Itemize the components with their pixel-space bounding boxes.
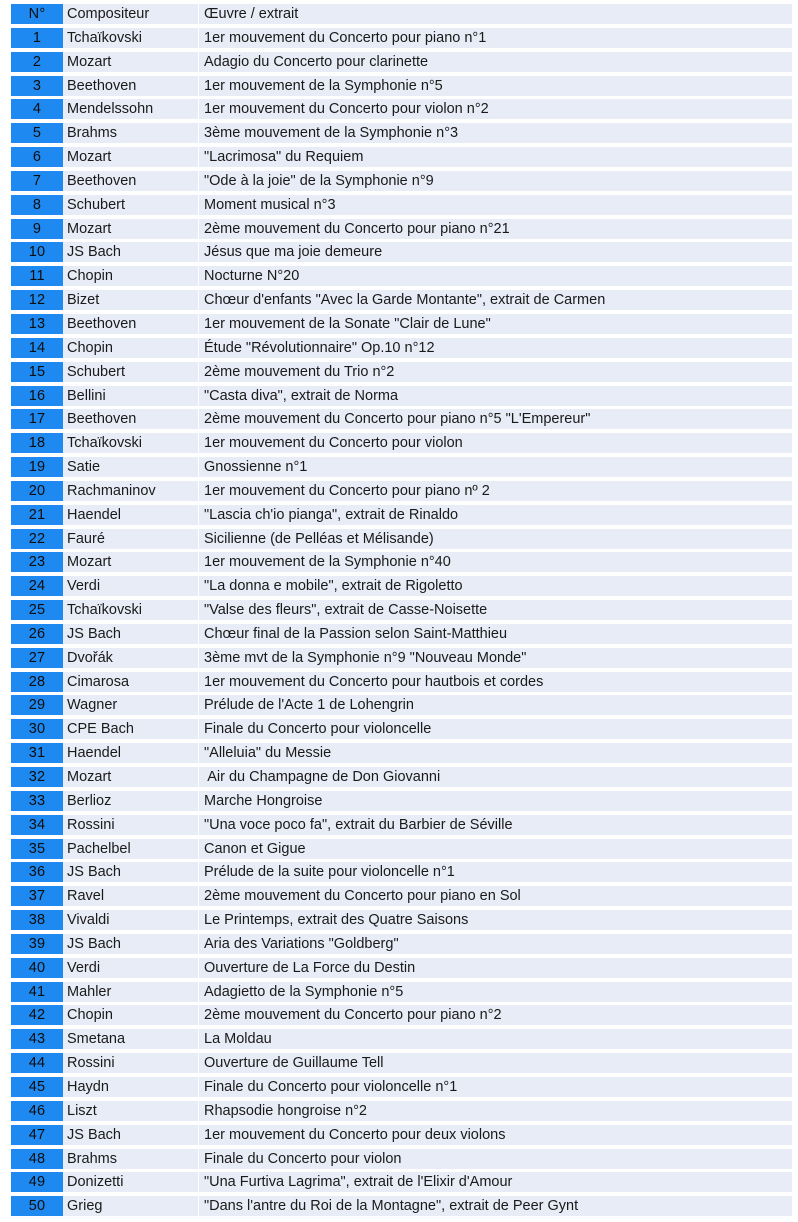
row-number-cell: 16 [11, 386, 63, 406]
composer-cell: Mozart [63, 147, 199, 167]
column-header-number: N° [11, 4, 63, 24]
composer-cell: CPE Bach [63, 719, 199, 739]
work-cell: Aria des Variations "Goldberg" [199, 934, 792, 954]
table-row[interactable] [0, 982, 798, 1006]
work-cell: 2ème mouvement du Trio n°2 [199, 362, 792, 382]
composer-cell: Brahms [63, 1149, 199, 1169]
table-row[interactable] [0, 1077, 798, 1101]
work-cell: Moment musical n°3 [199, 195, 792, 215]
composer-cell: Dvořák [63, 648, 199, 668]
row-number-cell: 7 [11, 171, 63, 191]
table-row[interactable] [0, 815, 798, 839]
column-header-work: Œuvre / extrait [199, 4, 792, 24]
row-number-cell: 39 [11, 934, 63, 954]
composer-cell: Mozart [63, 52, 199, 72]
composer-cell: JS Bach [63, 242, 199, 262]
composer-cell: Verdi [63, 576, 199, 596]
row-number-cell: 23 [11, 552, 63, 572]
composer-cell: Mozart [63, 219, 199, 239]
table-body [0, 28, 798, 1220]
table-row[interactable] [0, 624, 798, 648]
table-row[interactable] [0, 123, 798, 147]
composer-cell: JS Bach [63, 624, 199, 644]
work-cell: Prélude de l'Acte 1 de Lohengrin [199, 695, 792, 715]
table-row[interactable] [0, 76, 798, 100]
row-number-cell: 40 [11, 958, 63, 978]
work-cell: "La donna e mobile", extrait de Rigoletto [199, 576, 792, 596]
table-row[interactable] [0, 600, 798, 624]
table-row[interactable] [0, 719, 798, 743]
table-row[interactable] [0, 171, 798, 195]
table-row[interactable] [0, 862, 798, 886]
work-cell: Adagietto de la Symphonie n°5 [199, 982, 792, 1002]
table-row[interactable] [0, 99, 798, 123]
work-cell: Étude "Révolutionnaire" Op.10 n°12 [199, 338, 792, 358]
work-cell: 2ème mouvement du Concerto pour piano n°21 [199, 219, 792, 239]
row-number-cell: 13 [11, 314, 63, 334]
composer-cell: Liszt [63, 1101, 199, 1121]
work-cell: "Lacrimosa" du Requiem [199, 147, 792, 167]
composer-cell: Chopin [63, 1005, 199, 1025]
work-cell: 3ème mvt de la Symphonie n°9 "Nouveau Monde" [199, 648, 792, 668]
composer-cell: JS Bach [63, 862, 199, 882]
work-cell: Rhapsodie hongroise n°2 [199, 1101, 792, 1121]
table-row[interactable] [0, 242, 798, 266]
table-row[interactable] [0, 219, 798, 243]
work-cell: Canon et Gigue [199, 839, 792, 859]
table-row[interactable] [0, 28, 798, 52]
row-number-cell: 10 [11, 242, 63, 262]
work-cell: 1er mouvement du Concerto pour hautbois et cordes [199, 672, 792, 692]
row-number-cell: 17 [11, 409, 63, 429]
table-row[interactable] [0, 552, 798, 576]
row-number-cell: 30 [11, 719, 63, 739]
work-cell: Ouverture de La Force du Destin [199, 958, 792, 978]
table-row[interactable] [0, 1005, 798, 1029]
composer-cell: Pachelbel [63, 839, 199, 859]
row-number-cell: 47 [11, 1125, 63, 1145]
table-row[interactable] [0, 1101, 798, 1125]
composer-cell: Mozart [63, 767, 199, 787]
row-number-cell: 21 [11, 505, 63, 525]
work-cell: "Ode à la joie" de la Symphonie n°9 [199, 171, 792, 191]
composer-cell: Wagner [63, 695, 199, 715]
row-number-cell: 46 [11, 1101, 63, 1121]
row-number-cell: 45 [11, 1077, 63, 1097]
row-number-cell: 33 [11, 791, 63, 811]
row-number-cell: 37 [11, 886, 63, 906]
composer-cell: Donizetti [63, 1172, 199, 1192]
row-number-cell: 25 [11, 600, 63, 620]
work-cell: Le Printemps, extrait des Quatre Saisons [199, 910, 792, 930]
work-cell: 3ème mouvement de la Symphonie n°3 [199, 123, 792, 143]
composer-cell: Beethoven [63, 171, 199, 191]
work-cell: 1er mouvement de la Sonate "Clair de Lune" [199, 314, 792, 334]
row-number-cell: 34 [11, 815, 63, 835]
composer-cell: Haendel [63, 505, 199, 525]
row-number-cell: 50 [11, 1196, 63, 1216]
row-number-cell: 41 [11, 982, 63, 1002]
table-row[interactable] [0, 767, 798, 791]
composer-cell: Bellini [63, 386, 199, 406]
composer-cell: Chopin [63, 338, 199, 358]
composer-cell: Beethoven [63, 409, 199, 429]
composer-cell: Chopin [63, 266, 199, 286]
work-cell: "Una voce poco fa", extrait du Barbier de Séville [199, 815, 792, 835]
row-number-cell: 1 [11, 28, 63, 48]
work-cell: "Lascia ch'io pianga", extrait de Rinaldo [199, 505, 792, 525]
table-row[interactable] [0, 791, 798, 815]
row-number-cell: 35 [11, 839, 63, 859]
work-cell: 1er mouvement du Concerto pour piano n°1 [199, 28, 792, 48]
composer-cell: Brahms [63, 123, 199, 143]
row-number-cell: 8 [11, 195, 63, 215]
work-cell: Finale du Concerto pour violoncelle [199, 719, 792, 739]
row-number-cell: 26 [11, 624, 63, 644]
work-cell: Chœur final de la Passion selon Saint-Matthieu [199, 624, 792, 644]
composer-cell: Bizet [63, 290, 199, 310]
work-cell: 2ème mouvement du Concerto pour piano n°2 [199, 1005, 792, 1025]
row-number-cell: 4 [11, 99, 63, 119]
table-row[interactable] [0, 910, 798, 934]
table-row[interactable] [0, 338, 798, 362]
table-row[interactable] [0, 934, 798, 958]
composer-cell: Rossini [63, 1053, 199, 1073]
table-row[interactable] [0, 695, 798, 719]
work-cell: "Una Furtiva Lagrima", extrait de l'Elixir d'Amour [199, 1172, 792, 1192]
row-number-cell: 31 [11, 743, 63, 763]
composer-cell: Beethoven [63, 76, 199, 96]
row-number-cell: 3 [11, 76, 63, 96]
row-number-cell: 5 [11, 123, 63, 143]
row-number-cell: 12 [11, 290, 63, 310]
work-cell: Jésus que ma joie demeure [199, 242, 792, 262]
column-header-composer: Compositeur [63, 4, 199, 24]
row-number-cell: 49 [11, 1172, 63, 1192]
row-number-cell: 38 [11, 910, 63, 930]
table-row[interactable] [0, 958, 798, 982]
composer-cell: Vivaldi [63, 910, 199, 930]
work-cell: Marche Hongroise [199, 791, 792, 811]
work-cell: 1er mouvement du Concerto pour violon n°2 [199, 99, 792, 119]
work-cell: La Moldau [199, 1029, 792, 1049]
composer-cell: Mahler [63, 982, 199, 1002]
table-row[interactable] [0, 290, 798, 314]
table-row[interactable] [0, 195, 798, 219]
work-cell: Nocturne N°20 [199, 266, 792, 286]
table-row[interactable] [0, 886, 798, 910]
composer-cell: Berlioz [63, 791, 199, 811]
composer-cell: Schubert [63, 195, 199, 215]
table-row[interactable] [0, 362, 798, 386]
table-row[interactable] [0, 409, 798, 433]
row-number-cell: 18 [11, 433, 63, 453]
table-header-row [0, 4, 798, 28]
row-number-cell: 32 [11, 767, 63, 787]
row-number-cell: 42 [11, 1005, 63, 1025]
work-cell: "Casta diva", extrait de Norma [199, 386, 792, 406]
table-row[interactable] [0, 481, 798, 505]
table-row[interactable] [0, 576, 798, 600]
table-row[interactable] [0, 1029, 798, 1053]
composer-cell: Tchaïkovski [63, 28, 199, 48]
row-number-cell: 14 [11, 338, 63, 358]
work-cell: Air du Champagne de Don Giovanni [199, 767, 792, 787]
table-row[interactable] [0, 648, 798, 672]
composer-cell: Tchaïkovski [63, 433, 199, 453]
composer-cell: Beethoven [63, 314, 199, 334]
row-number-cell: 2 [11, 52, 63, 72]
composer-cell: Rachmaninov [63, 481, 199, 501]
work-cell: Finale du Concerto pour violoncelle n°1 [199, 1077, 792, 1097]
work-cell: Prélude de la suite pour violoncelle n°1 [199, 862, 792, 882]
composer-cell: Schubert [63, 362, 199, 382]
work-cell: Gnossienne n°1 [199, 457, 792, 477]
row-number-cell: 22 [11, 529, 63, 549]
composer-cell: Haendel [63, 743, 199, 763]
row-number-cell: 36 [11, 862, 63, 882]
table-row[interactable] [0, 672, 798, 696]
table-row[interactable] [0, 1172, 798, 1196]
row-number-cell: 27 [11, 648, 63, 668]
work-cell: 1er mouvement du Concerto pour violon [199, 433, 792, 453]
table-row[interactable] [0, 839, 798, 863]
composer-cell: JS Bach [63, 1125, 199, 1145]
composer-cell: Grieg [63, 1196, 199, 1216]
work-cell: Chœur d'enfants "Avec la Garde Montante", extrait de Carmen [199, 290, 792, 310]
table-row[interactable] [0, 1196, 798, 1220]
composer-cell: Haydn [63, 1077, 199, 1097]
table-row[interactable] [0, 529, 798, 553]
row-number-cell: 28 [11, 672, 63, 692]
row-number-cell: 6 [11, 147, 63, 167]
row-number-cell: 44 [11, 1053, 63, 1073]
composer-cell: Ravel [63, 886, 199, 906]
work-cell: 1er mouvement de la Symphonie n°40 [199, 552, 792, 572]
work-cell: 2ème mouvement du Concerto pour piano n°5 "L'Empereur" [199, 409, 792, 429]
work-cell: "Dans l'antre du Roi de la Montagne", extrait de Peer Gynt [199, 1196, 792, 1216]
work-cell: 2ème mouvement du Concerto pour piano en Sol [199, 886, 792, 906]
work-cell: "Valse des fleurs", extrait de Casse-Noisette [199, 600, 792, 620]
row-number-cell: 29 [11, 695, 63, 715]
table-row[interactable] [0, 266, 798, 290]
table-row[interactable] [0, 386, 798, 410]
work-cell: 1er mouvement du Concerto pour deux violons [199, 1125, 792, 1145]
row-number-cell: 11 [11, 266, 63, 286]
table-row[interactable] [0, 1053, 798, 1077]
row-number-cell: 20 [11, 481, 63, 501]
table-row[interactable] [0, 52, 798, 76]
work-cell: Sicilienne (de Pelléas et Mélisande) [199, 529, 792, 549]
composer-cell: Cimarosa [63, 672, 199, 692]
table-row[interactable] [0, 1125, 798, 1149]
composer-cell: Fauré [63, 529, 199, 549]
work-cell: 1er mouvement du Concerto pour piano nº 2 [199, 481, 792, 501]
composer-cell: Tchaïkovski [63, 600, 199, 620]
table-row[interactable] [0, 505, 798, 529]
composer-cell: JS Bach [63, 934, 199, 954]
table-row[interactable] [0, 314, 798, 338]
table-row[interactable] [0, 1149, 798, 1173]
composer-cell: Satie [63, 457, 199, 477]
row-number-cell: 48 [11, 1149, 63, 1169]
table-row[interactable] [0, 457, 798, 481]
row-number-cell: 43 [11, 1029, 63, 1049]
composer-cell: Verdi [63, 958, 199, 978]
row-number-cell: 9 [11, 219, 63, 239]
composer-cell: Mozart [63, 552, 199, 572]
work-cell: Adagio du Concerto pour clarinette [199, 52, 792, 72]
row-number-cell: 15 [11, 362, 63, 382]
composer-cell: Rossini [63, 815, 199, 835]
table-row[interactable] [0, 147, 798, 171]
composer-cell: Smetana [63, 1029, 199, 1049]
row-number-cell: 24 [11, 576, 63, 596]
work-cell: Finale du Concerto pour violon [199, 1149, 792, 1169]
work-cell: "Alleluia" du Messie [199, 743, 792, 763]
row-number-cell: 19 [11, 457, 63, 477]
table-row[interactable] [0, 743, 798, 767]
composer-cell: Mendelssohn [63, 99, 199, 119]
work-cell: 1er mouvement de la Symphonie n°5 [199, 76, 792, 96]
work-cell: Ouverture de Guillaume Tell [199, 1053, 792, 1073]
table-row[interactable] [0, 433, 798, 457]
